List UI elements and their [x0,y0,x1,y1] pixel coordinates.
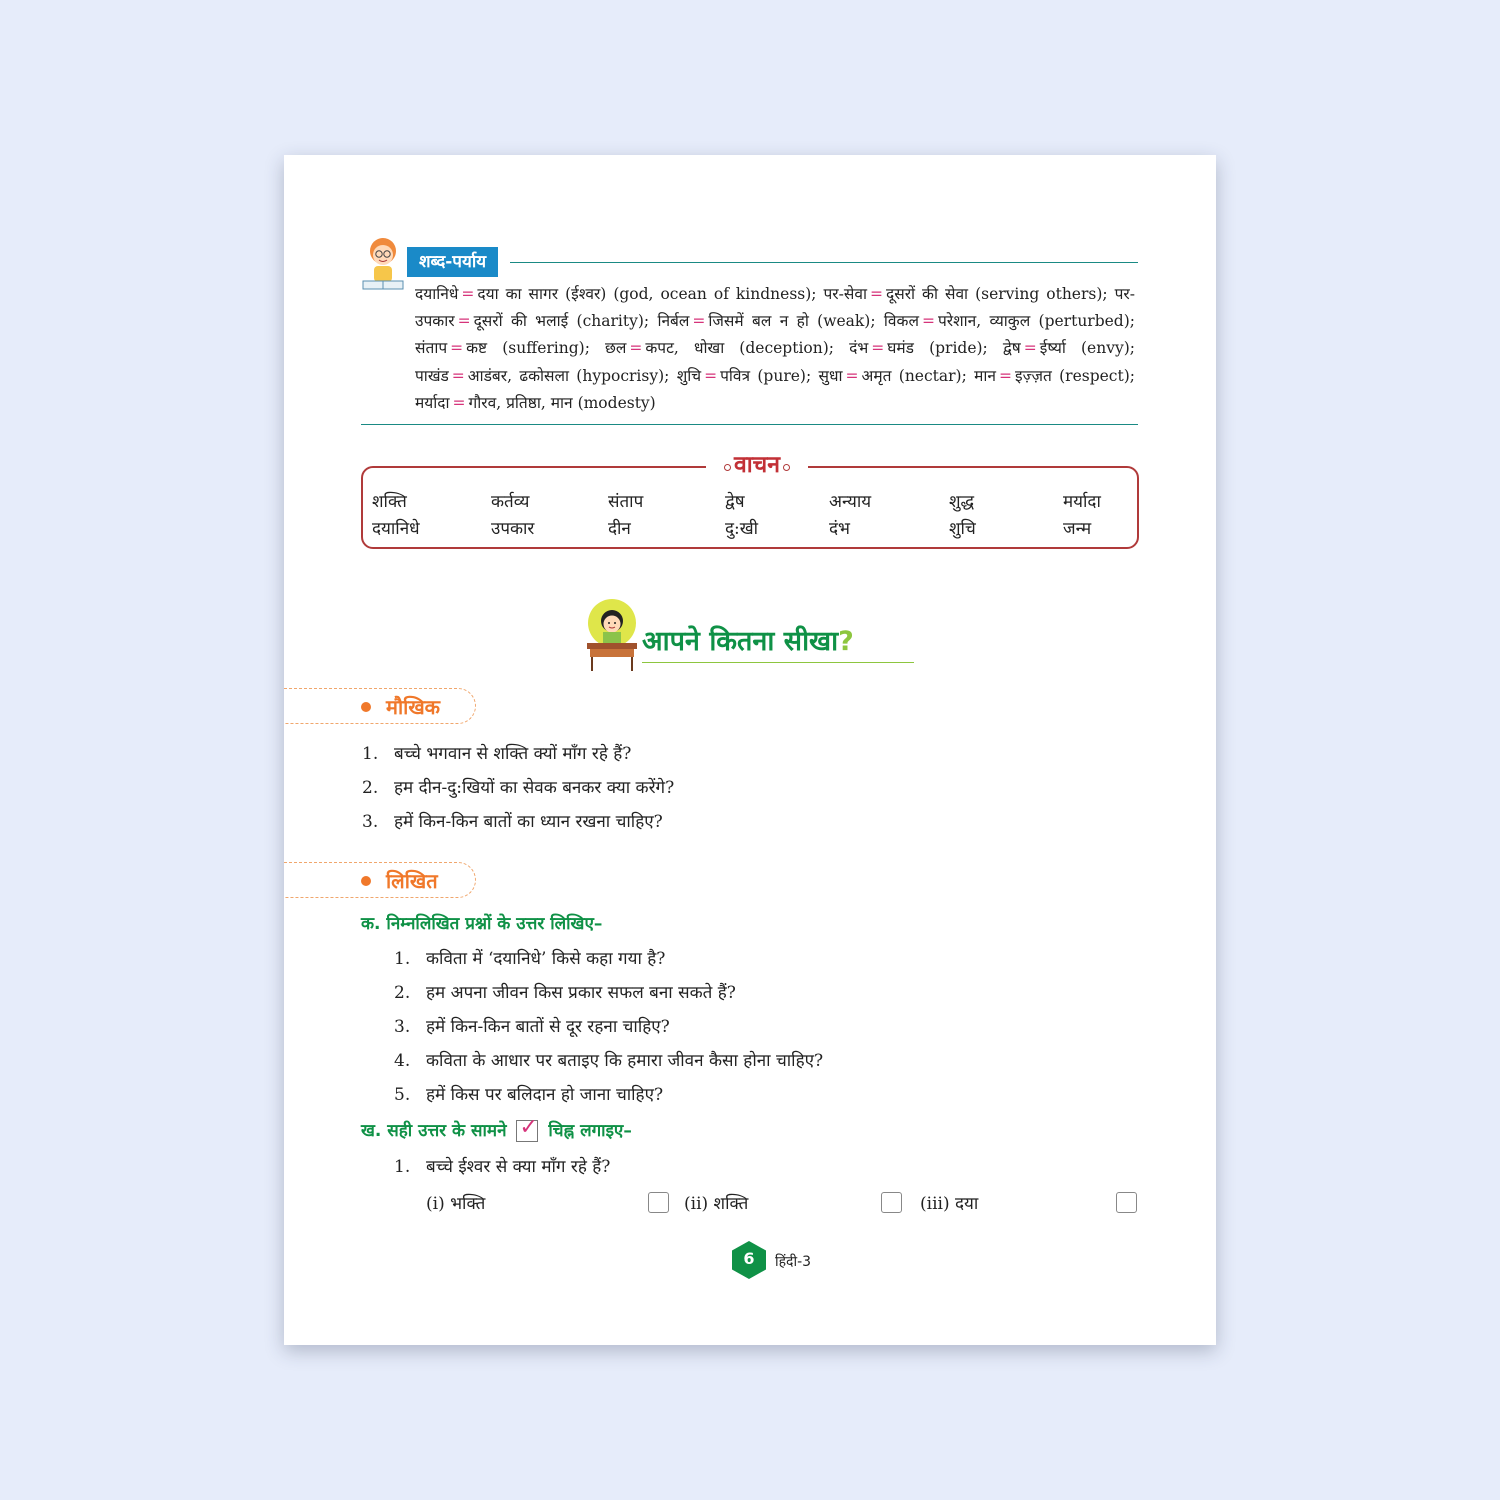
shabd-paryay-rule [510,262,1138,263]
vachan-word: उपकार [491,519,535,539]
oral-question: 3. हमें किन-किन बातों का ध्यान रखना चाहिए? [362,812,663,832]
glossary-word: द्वेष [1002,339,1021,358]
written-question: 5. हमें किस पर बलिदान हो जाना चाहिए? [394,1085,664,1105]
equals-sign: = [629,339,643,358]
option-checkbox[interactable] [648,1192,669,1213]
equals-sign: = [457,312,471,331]
written-question: 2. हम अपना जीवन किस प्रकार सफल बना सकते हैं? [394,983,736,1003]
written-question: 3. हमें किन-किन बातों से दूर रहना चाहिए? [394,1017,670,1037]
vachan-word: दीन [608,519,631,539]
written-question: 1. कविता में ‘दयानिधे’ किसे कहा गया है? [394,949,666,969]
shabd-paryay-title: शब्द-पर्याय [407,247,498,277]
glossary-word: दंभ [849,339,869,358]
equals-sign: = [870,285,883,303]
glossary-meaning: कष्ट (suffering); [466,339,606,358]
equals-sign: = [461,285,475,303]
textbook-page [284,155,1216,1345]
glossary-word: पाखंड [415,366,449,385]
equals-sign: = [451,366,465,385]
maukhik-tab: मौखिक [284,688,476,724]
bullet-icon [361,876,371,886]
exercise-kha-title: ख. सही उत्तर के सामने ✓ चिह्न लगाइए– [361,1115,632,1141]
vachan-word: दु:खी [725,519,759,539]
glossary-meaning: दया का सागर (ईश्वर) (god, ocean of kindness); [477,285,824,303]
page-number-badge: 6 [732,1241,766,1279]
glossary-meaning: आडंबर, ढकोसला (hypocrisy); [467,366,677,385]
glossary-word: शुचि [676,366,702,385]
glossary-meaning: कपट, धोखा (deception); [645,339,850,358]
vachan-word: शुद्ध [949,492,975,512]
student-at-desk-illustration [584,597,640,673]
heading-underline [642,662,914,663]
glossary-meaning: जिसमें बल न हो (weak); [708,312,884,331]
vachan-word: अन्याय [829,492,872,512]
option-checkbox[interactable] [1116,1192,1137,1213]
equals-sign: = [704,366,718,385]
glossary-meaning: इज़्ज़त (respect); [1015,366,1135,385]
written-question: 4. कविता के आधार पर बताइए कि हमारा जीवन कैसा होना चाहिए? [394,1051,824,1071]
vachan-title: वाचन [706,449,808,481]
glossary-word: सुधा [818,366,843,385]
bullet-icon [361,702,371,712]
glossary-word: छल [605,339,627,358]
oral-question: 2. हम दीन-दु:खियों का सेवक बनकर क्या करेंगे? [362,778,675,798]
equals-sign: = [999,366,1013,385]
section-heading: आपने कितना सीखा? [642,626,854,657]
equals-sign: = [921,312,935,331]
vachan-word: दयानिधे [372,519,420,539]
equals-sign: = [845,366,859,385]
vachan-word: संताप [608,492,644,512]
glossary-meaning: परेशान, व्याकुल (perturbed); [937,312,1136,331]
glossary-text [415,281,1135,417]
glossary-word: मर्यादा [415,393,450,412]
equals-sign: = [1023,339,1037,358]
glossary-word: मान [974,366,997,385]
equals-sign: = [452,393,466,412]
option-checkbox[interactable] [881,1192,902,1213]
glossary-meaning: दूसरों की भलाई (charity); [473,312,658,331]
oral-question: 1. बच्चे भगवान से शक्ति क्यों माँग रहे हैं? [362,744,632,764]
equals-sign: = [692,312,706,331]
glossary-word: निर्बल [657,312,690,331]
option-label: (iii) दया [920,1194,979,1214]
glossary-word: विकल [883,312,919,331]
glossary-meaning: पवित्र (pure); [720,366,819,385]
glossary-meaning: अमृत (nectar); [861,366,975,385]
girl-reading-illustration [360,235,406,297]
glossary-word: संताप [415,339,448,358]
equals-sign: = [871,339,885,358]
glossary-word: पर-उपकार [415,285,1135,331]
option-label: (i) भक्ति [426,1194,486,1214]
equals-sign: = [450,339,464,358]
glossary-meaning: दूसरों की सेवा (serving others); [886,285,1115,303]
vachan-word: जन्म [1063,519,1092,539]
tick-mark-icon: ✓ [516,1120,538,1142]
vachan-word: कर्तव्य [491,492,530,512]
option-label: (ii) शक्ति [684,1194,749,1214]
vachan-word: द्वेष [725,492,745,512]
exercise-ka-title: क. निम्नलिखित प्रश्नों के उत्तर लिखिए– [361,914,603,934]
glossary-word: दयानिधे [415,285,459,303]
vachan-word: शुचि [949,519,976,539]
glossary-meaning: घमंड (pride); [887,339,1003,358]
glossary-divider [361,424,1138,425]
vachan-word: मर्यादा [1063,492,1101,512]
vachan-word: दंभ [829,519,850,539]
glossary-meaning: गौरव, प्रतिष्ठा, मान (modesty) [468,393,656,412]
glossary-meaning: ईर्ष्या (envy); [1039,339,1135,358]
glossary-word: पर-सेवा [823,285,867,303]
mcq-question: 1. बच्चे ईश्वर से क्या माँग रहे हैं? [394,1157,611,1177]
likhit-tab: लिखित [284,862,476,898]
vachan-word: शक्ति [372,492,407,512]
book-label: हिंदी-3 [775,1254,812,1270]
